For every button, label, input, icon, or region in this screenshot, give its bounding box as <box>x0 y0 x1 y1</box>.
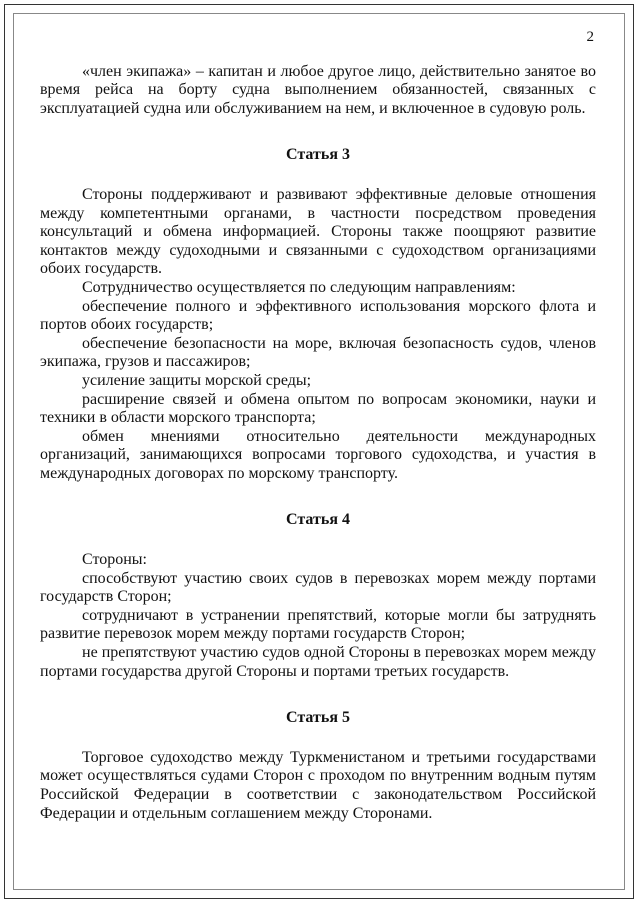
intro-paragraph: «член экипажа» – капитан и любое другое лицо, действительно занятое во время рейса на борту судна выполнением обязанностей, связанных с эксплуатацией судна или обслуживанием на нем, и включенное в судовую роль. <box>40 62 596 117</box>
article-3-paragraph-1: Стороны поддерживают и развивают эффективные деловые отношения между компетентными органами, в частности посредством проведения консультаций и обмена информацией. Стороны также поощряют развитие контактов между судоходными и связанными с судоходством организациями обоих государств. <box>40 185 596 278</box>
article-3-paragraph-2: Сотрудничество осуществляется по следующим направлениям: <box>82 278 516 296</box>
article-4-lead: Стороны: <box>82 551 147 569</box>
article-4-item: не препятствуют участию судов одной Стороны в перевозках морем между портами государства другой Стороны и портами третьих государств. <box>40 644 596 680</box>
article-5-heading: Статья 5 <box>286 709 350 727</box>
article-3-heading: Статья 3 <box>286 146 350 164</box>
document-page <box>40 28 596 823</box>
article-4-item: сотрудничают в устранении препятствий, которые могли бы затруднять развитие перевозок морем между портами государств Сторон; <box>40 606 596 643</box>
article-3-item: расширение связей и обмена опытом по вопросам экономики, науки и техники в области морского транспорта; <box>40 390 596 427</box>
article-4-item: способствуют участию своих судов в перевозках морем между портами государств Сторон; <box>40 569 596 606</box>
article-3-item: усиление защиты морской среды; <box>82 371 312 389</box>
article-3-item: обеспечение полного и эффективного использования морского флота и портов обоих государств; <box>40 297 596 334</box>
article-3-item: обеспечение безопасности на море, включая безопасность судов, членов экипажа, грузов и пассажиров; <box>40 334 596 371</box>
article-5-paragraph-1: Торговое судоходство между Туркменистаном и третьими государствами может осуществляться судами Сторон с проходом по внутренним водным путям Российской Федерации в соответствии с законодательством Российской Федерации и отдельным соглашением между Сторонами. <box>40 748 596 822</box>
page-number: 2 <box>586 29 594 45</box>
article-3-item: обмен мнениями относительно деятельности международных организаций, занимающихся вопросами торгового судоходства, и участия в международных договорах по морскому транспорту. <box>40 427 596 482</box>
article-4-heading: Статья 4 <box>286 511 350 529</box>
